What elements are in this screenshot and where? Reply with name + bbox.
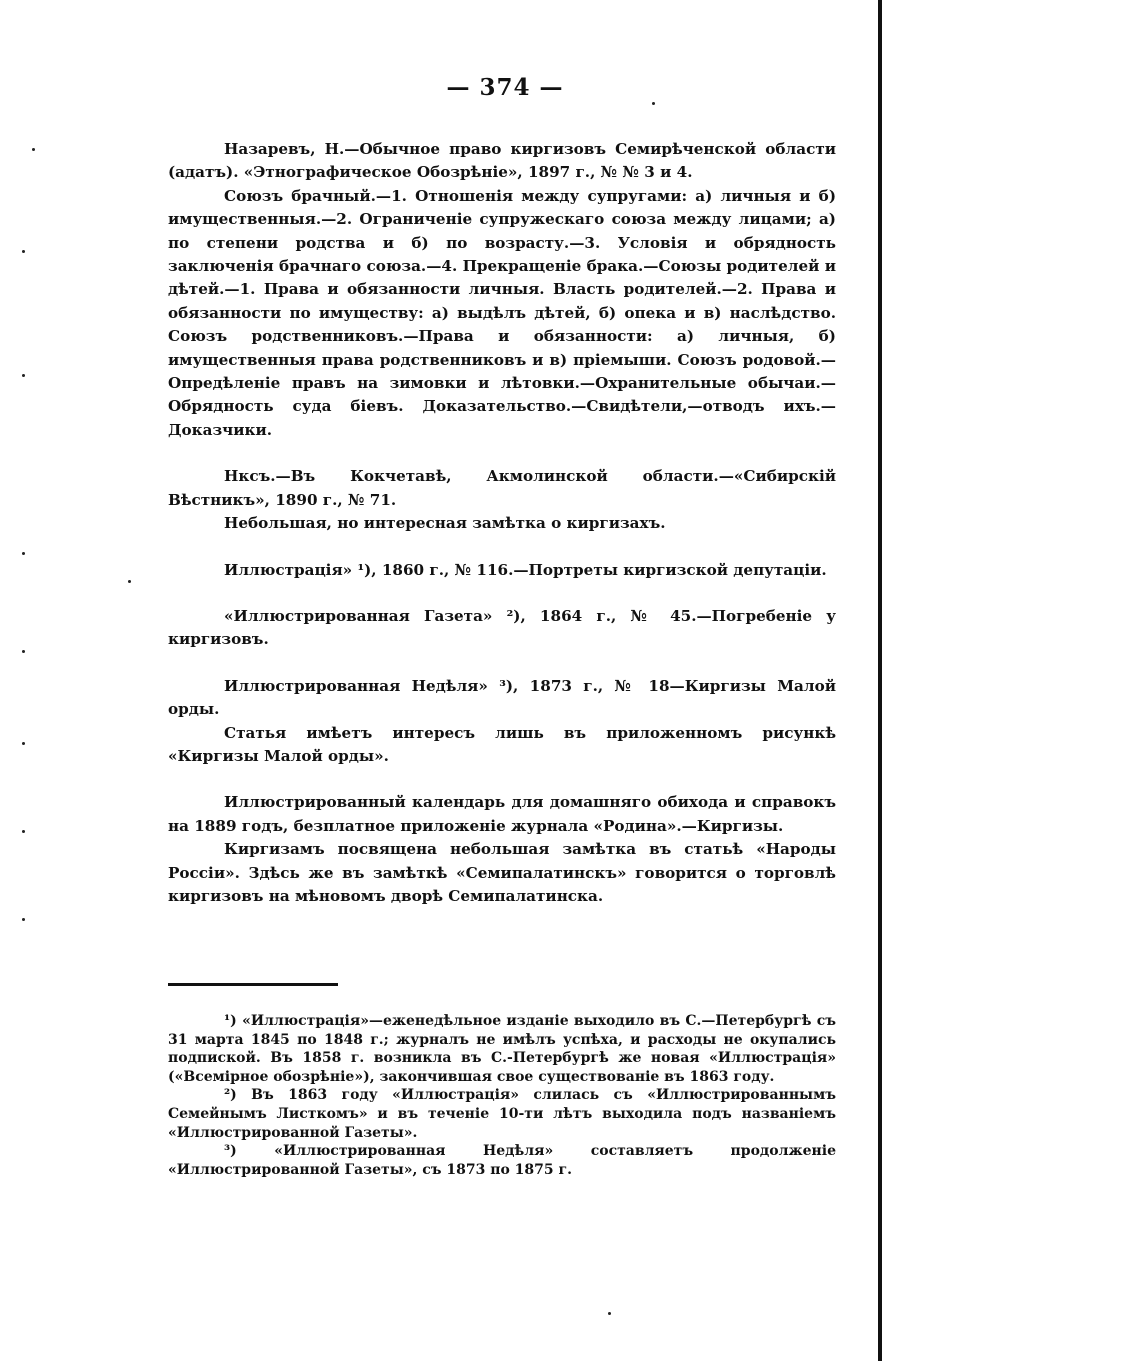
scan-speck [22,918,25,921]
entry-citation: Назаревъ, Н.—Обычное право киргизовъ Семирѣченской области (адатъ). «Этнографическое Обозрѣніе», 1897 г., № № 3 и 4. [168,140,836,182]
scan-speck [22,552,25,555]
entry-annotation: Небольшая, но интересная замѣтка о киргизахъ. [224,514,666,533]
bibliography-list [168,138,836,931]
bibliography-entry [168,791,836,908]
scan-speck [608,1312,611,1315]
scan-speck [22,830,25,833]
entry-citation: «Иллюстрированная Газета» ²), 1864 г., № 45.—Погребеніе у киргизовъ. [168,606,836,649]
bibliography-entry [168,675,836,769]
entry-citation: Иллюстрированная Недѣля» ³), 1873 г., № 18—Киргизы Малой орды. [168,676,836,719]
right-margin-rule [878,0,882,1361]
bibliography-entry [168,465,836,535]
footnote-divider [168,983,338,986]
scan-speck [22,650,25,653]
bibliography-entry [168,138,836,442]
entry-annotation: Союзъ брачный.—1. Отношенія между супругами: а) личныя и б) имущественныя.—2. Ограниченіе супружескаго союза между лицами; а) по степени родства и б) по возрасту.—3. Условія и обрядность заключенія брачнаго союза.—4. Прекращеніе брака.—Союзы родителей и дѣтей.—1. Права и обязанности личныя. Власть родителей.—2. Права и обязанности по имуществу: а) выдѣлъ дѣтей, б) опека и в) наслѣдство. Союзъ родственниковъ.—Права и обязанности: а) личныя, б) имущественныя права родственниковъ и в) пріемыши. Союзъ родовой.—Опредѣленіе правъ на зимовки и лѣтовки.—Охранительные обычаи.—Обрядность суда біевъ. Доказательство.—Свидѣтели,—отводъ ихъ.—Доказчики. [168,186,836,439]
scan-speck [652,102,655,105]
footnote: ³) «Иллюстрированная Недѣля» составляетъ продолженіе «Иллюстрированной Газеты», съ 1873 по 1875 г. [168,1143,836,1178]
footnote: ²) Въ 1863 году «Иллюстрація» слилась съ «Иллюстрированнымъ Семейнымъ Листкомъ» и въ теченіе 10-ти лѣтъ выходила подъ названіемъ «Иллюстрированной Газеты». [168,1087,836,1141]
scan-speck [22,742,25,745]
scan-speck [22,374,25,377]
bibliography-entry [168,605,836,652]
scan-speck [32,148,35,151]
bibliography-entry [168,559,836,582]
entry-citation: Иллюстрированный календарь для домашняго обихода и справокъ на 1889 годъ, безплатное приложеніе журнала «Родина».—Киргизы. [168,793,836,835]
scan-speck [22,250,25,253]
entry-citation: Нксъ.—Въ Кокчетавѣ, Акмолинской области.—«Сибирскій Вѣстникъ», 1890 г., № 71. [168,467,836,509]
entry-annotation: Киргизамъ посвящена небольшая замѣтка въ статьѣ «Народы Россіи». Здѣсь же въ замѣткѣ «Семипалатинскъ» говорится о торговлѣ киргизовъ на мѣновомъ дворѣ Семипалатинска. [168,840,836,905]
entry-annotation: Статья имѣетъ интересъ лишь въ приложенномъ рисункѣ «Киргизы Малой орды». [168,723,836,765]
footnote: ¹) «Иллюстрація»—еженедѣльное изданіе выходило въ С.—Петербургѣ съ 31 марта 1845 по 1848 г.; журналъ не имѣлъ успѣха, и расходы не окупались подпиской. Въ 1858 г. возникла въ С.-Петербургѣ же новая «Иллюстрація» («Всемірное обозрѣніе»), закончившая свое существованіе въ 1863 году. [168,1013,836,1085]
footnotes [168,1012,836,1179]
scan-speck [128,580,131,583]
page-number: — 374 — [446,74,564,101]
entry-citation: Иллюстрація» ¹), 1860 г., № 116.—Портреты киргизской депутаціи. [224,560,827,579]
